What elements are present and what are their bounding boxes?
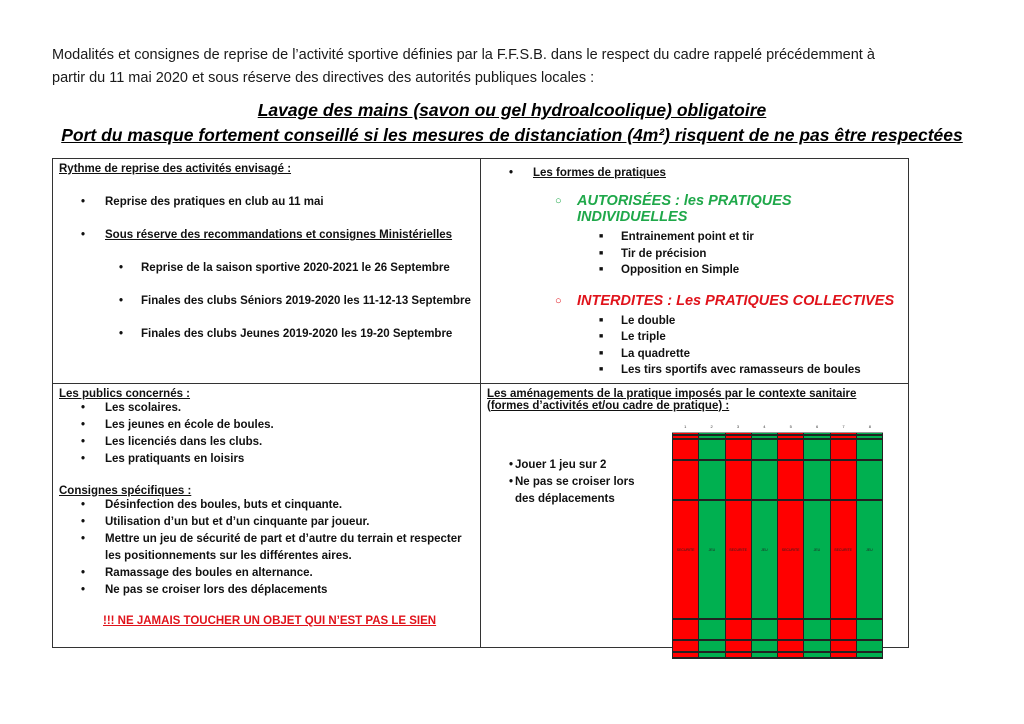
headline-mask: Port du masque fortement conseillé si les mesures de distanciation (4m²) risquent de ne pas être respectées xyxy=(61,125,963,145)
court-line xyxy=(672,639,883,641)
list-item: • Ne pas se croiser lors des déplacements xyxy=(487,474,657,508)
list-item: • Les licenciés dans les clubs. xyxy=(59,434,474,451)
lane-play: JEU xyxy=(804,433,830,657)
list-item: ■ Opposition en Simple xyxy=(487,262,902,279)
headline-hand-washing: Lavage des mains (savon ou gel hydroalcoolique) obligatoire xyxy=(257,100,767,120)
list-item: ■ Les tirs sportifs avec ramasseurs de boules xyxy=(487,362,902,379)
court-line xyxy=(672,459,883,461)
lane-security: SECURITE xyxy=(831,433,857,657)
rythme-cell xyxy=(53,159,481,384)
formes-title: • Les formes de pratiques xyxy=(487,167,902,179)
list-item: ■ Le double xyxy=(487,313,902,330)
list-item: ■ La quadrette xyxy=(487,346,902,363)
publics-title: Les publics concernés : xyxy=(59,387,191,400)
list-item: • Ramassage des boules en alternance. xyxy=(59,565,474,582)
lanes xyxy=(672,433,883,659)
list-item: • Les jeunes en école de boules. xyxy=(59,417,474,434)
court-line xyxy=(672,434,883,436)
list-item: • Finales des clubs Jeunes 2019-2020 les 19-20 Septembre xyxy=(59,328,474,340)
lane-numbers: 1 2 3 4 5 6 7 8 xyxy=(672,424,883,433)
intro-line-1: Modalités et consignes de reprise de l’activité sportive définies par la F.F.S.B. dans le respect du cadre rappelé précédemment à xyxy=(52,47,875,63)
formes-cell xyxy=(481,159,909,384)
publics-cell xyxy=(53,383,481,647)
list-item: • Mettre un jeu de sécurité de part et d’autre du terrain et respecter les positionnements sur les différentes aires. xyxy=(59,531,474,565)
list-item: • Utilisation d’un but et d’un cinquante par joueur. xyxy=(59,514,474,531)
list-item: • Ne pas se croiser lors des déplacements xyxy=(59,582,474,599)
list-item: ■ Entrainement point et tir xyxy=(487,229,902,246)
list-item: • Les scolaires. xyxy=(59,400,474,417)
court-line xyxy=(672,499,883,501)
list-item: ■ Le triple xyxy=(487,329,902,346)
amenagements-title-1: Les aménagements de la pratique imposés par le contexte sanitaire xyxy=(487,387,857,400)
court-layout-diagram xyxy=(672,424,883,657)
lane-security: SECURITE xyxy=(672,433,699,657)
circle-bullet-icon: ○ xyxy=(555,294,562,307)
intro-line-2: partir du 11 mai 2020 et sous réserve des directives des autorités publiques locales : xyxy=(52,70,595,86)
list-item: • Sous réserve des recommandations et consignes Ministérielles xyxy=(59,229,474,241)
list-item: • Jouer 1 jeu sur 2 xyxy=(487,457,657,474)
consignes-title: Consignes spécifiques : xyxy=(59,484,192,497)
court-line xyxy=(672,651,883,653)
list-item: ■ Tir de précision xyxy=(487,246,902,263)
list-item: • Finales des clubs Séniors 2019-2020 les 11-12-13 Septembre xyxy=(59,295,474,307)
court-line xyxy=(672,618,883,620)
lane-play: JEU xyxy=(699,433,725,657)
intro-paragraph xyxy=(52,44,982,90)
list-item: • Les pratiquants en loisirs xyxy=(59,451,474,468)
warning-text: !!! NE JAMAIS TOUCHER UN OBJET QUI N’EST PAS LE SIEN xyxy=(103,614,437,627)
list-item: • Reprise de la saison sportive 2020-2021 le 26 Septembre xyxy=(59,262,474,274)
lane-security: SECURITE xyxy=(726,433,752,657)
rythme-title: Rythme de reprise des activités envisagé : xyxy=(59,163,292,175)
lane-play: JEU xyxy=(857,433,883,657)
list-item: • Désinfection des boules, buts et cinquante. xyxy=(59,497,474,514)
circle-bullet-icon: ○ xyxy=(555,195,562,207)
amenagements-title-2: (formes d’activités et/ou cadre de pratique) : xyxy=(487,399,730,412)
autorisees-heading: ○ AUTORISÉES : les PRATIQUES INDIVIDUELLES xyxy=(555,193,792,225)
list-item: • Reprise des pratiques en club au 11 mai xyxy=(59,196,474,208)
interdites-heading: ○ INTERDITES : Les PRATIQUES COLLECTIVES xyxy=(555,292,895,309)
court-line xyxy=(672,438,883,440)
lane-play: JEU xyxy=(752,433,778,657)
lane-security: SECURITE xyxy=(778,433,804,657)
